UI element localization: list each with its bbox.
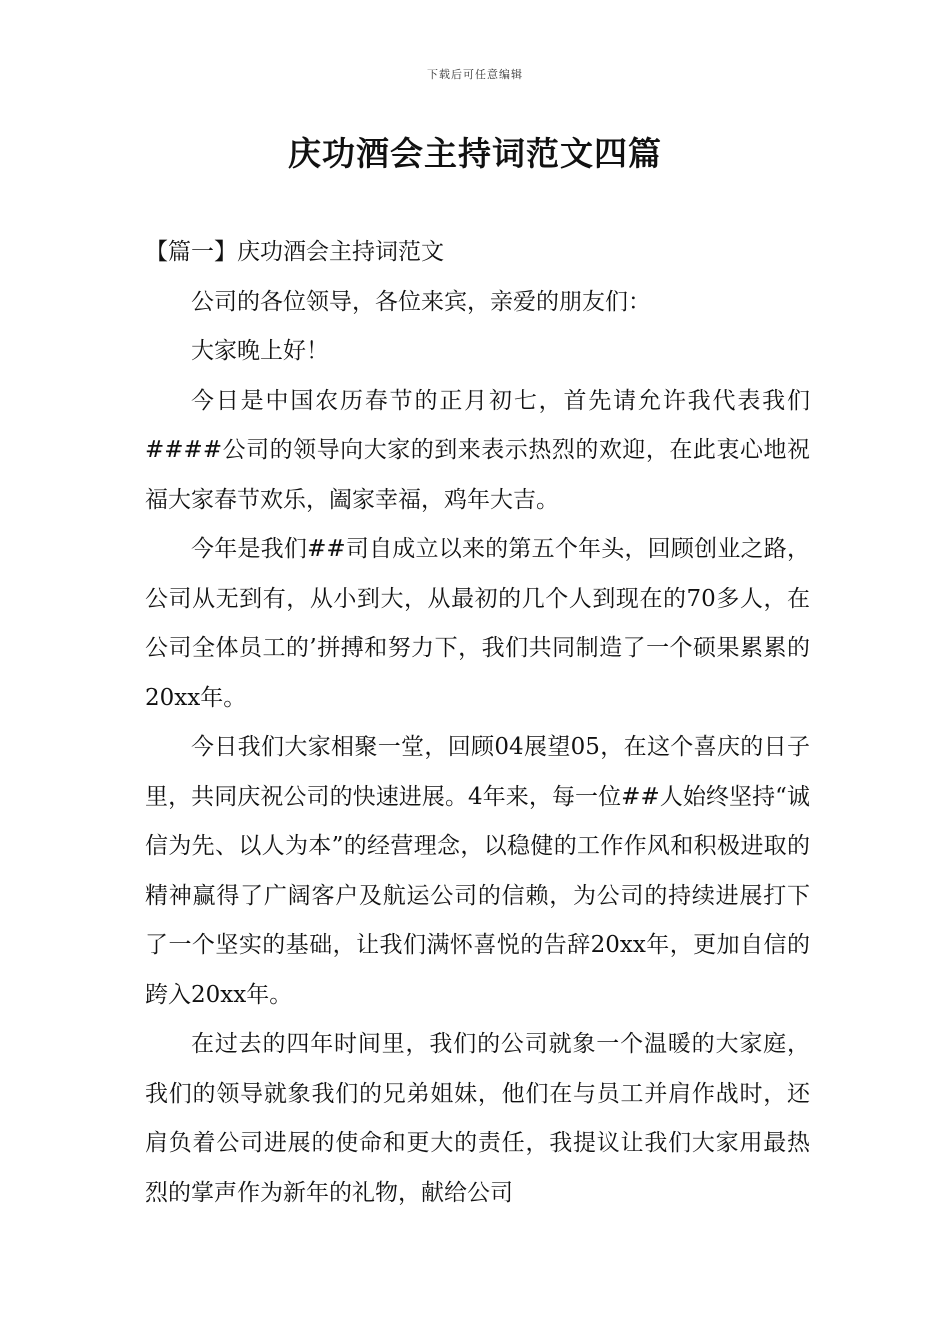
- header-note: 下载后可任意编辑: [427, 68, 523, 81]
- section-heading: 【篇一】庆功酒会主持词范文: [145, 239, 444, 265]
- paragraph-welcome: 今日是中国农历春节的正月初七，首先请允许我代表我们####公司的领导向大家的到来表示热烈的欢迎，在此衷心地祝福大家春节欢乐，阖家幸福，鸡年大吉。: [145, 387, 810, 513]
- paragraph-greeting: 公司的各位领导，各位来宾，亲爱的朋友们：: [191, 288, 651, 315]
- paragraph-family: 在过去的四年时间里，我们的公司就象一个温暖的大家庭，我们的领导就象我们的兄弟姐妹，他们在与员工并肩作战时，还肩负着公司进展的使命和更大的责任，我提议让我们大家用最热烈的掌声作为新年的礼物，献给公司: [145, 1031, 810, 1206]
- paragraph-review: 今日我们大家相聚一堂，回顾04展望05，在这个喜庆的日子里，共同庆祝公司的快速进展。4年来，每一位##人始终坚持“诚信为先、以人为本”的经营理念，以稳健的工作作风和积极进取的精神赢得了广阔客户及航运公司的信赖，为公司的持续进展打下了一个坚实的基础，让我们满怀喜悦的告辞20xx年，更加自信的跨入20xx年。: [145, 734, 810, 1008]
- paragraph-fifth-year: 今年是我们##司自成立以来的第五个年头，回顾创业之路，公司从无到有，从小到大，从最初的几个人到现在的70多人，在公司全体员工的’拼搏和努力下，我们共同制造了一个硕果累累的20xx年。: [145, 536, 810, 711]
- document-body: [145, 228, 810, 1218]
- document-title: 庆功酒会主持词范文四篇: [288, 134, 662, 173]
- paragraph-good-evening: 大家晚上好！: [191, 338, 329, 364]
